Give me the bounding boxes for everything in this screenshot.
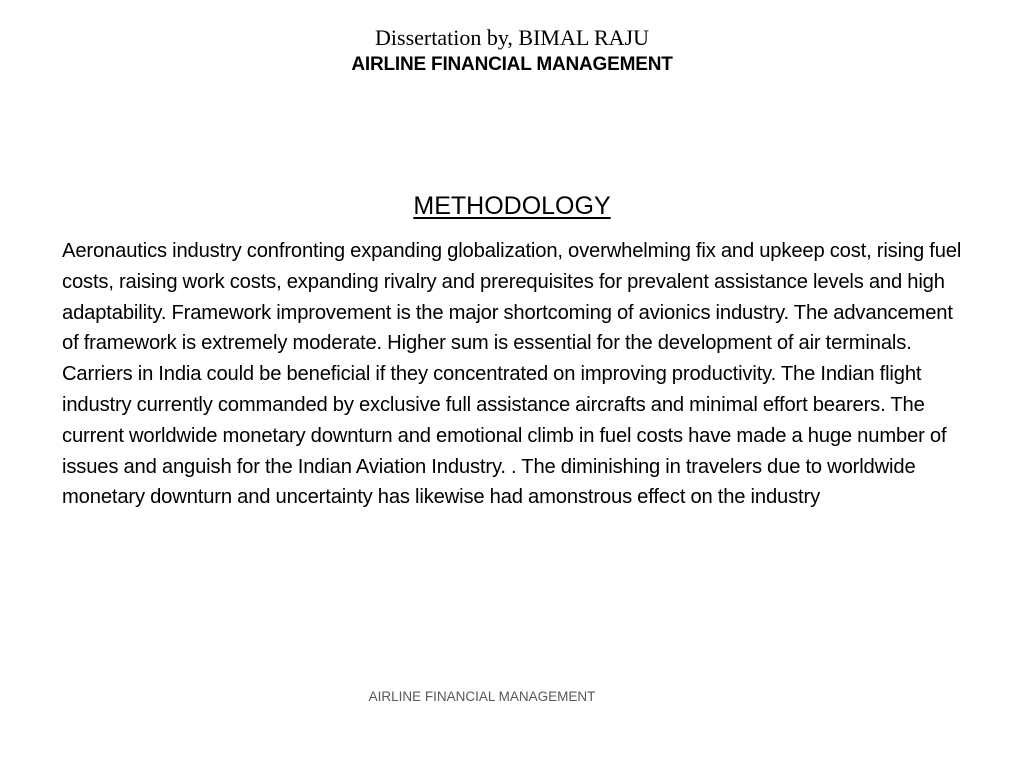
- section-heading: METHODOLOGY: [413, 192, 611, 220]
- document-title: AIRLINE FINANCIAL MANAGEMENT: [351, 54, 673, 75]
- slide-header: [0, 24, 1024, 78]
- body-paragraph: Aeronautics industry confronting expanding globalization, overwhelming fix and upkeep cost, rising fuel costs, raising work costs, expanding rivalry and prerequisites for prevalent assistance levels and high adaptability. Framework improvement is the major shortcoming of avionics industry. The advancement of framework is extremely moderate. Higher sum is essential for the development of air terminals. Carriers in India could be beneficial if they concentrated on improving productivity. The Indian flight industry currently commanded by exclusive full assistance aircrafts and minimal effort bearers. The current worldwide monetary downturn and emotional climb in fuel costs have made a huge number of issues and anguish for the Indian Aviation Industry. . The diminishing in travelers due to worldwide monetary downturn and uncertainty has likewise had amonstrous effect on the industry: [62, 240, 962, 509]
- footer-text: AIRLINE FINANCIAL MANAGEMENT: [368, 689, 596, 704]
- author-line: Dissertation by, BIMAL RAJU: [375, 25, 649, 50]
